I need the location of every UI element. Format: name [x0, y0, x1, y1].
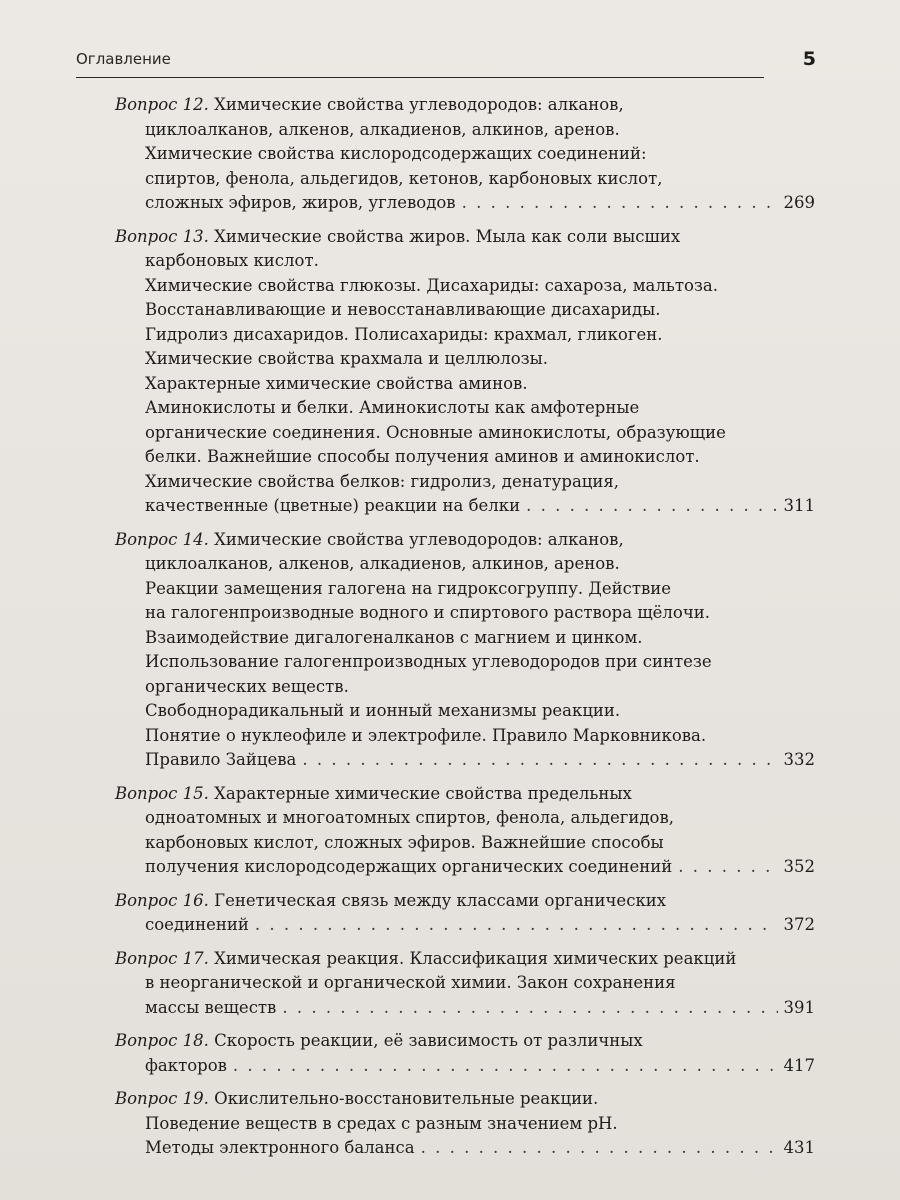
toc-entry-last-line: [115, 855, 815, 880]
toc-line-text: массы веществ: [145, 997, 277, 1017]
toc-line-text: на галогенпроизводные водного и спиртового раствора щёлочи.: [145, 603, 710, 622]
toc-entry-last-line: [115, 996, 815, 1021]
toc-line-text: спиртов, фенола, альдегидов, кетонов, карбоновых кислот,: [145, 168, 663, 188]
toc-entry-line: [115, 806, 815, 831]
toc-entry-line: [115, 274, 815, 299]
toc-line-text: Правило Зайцева: [145, 750, 297, 769]
dot-leader: [421, 1136, 778, 1161]
toc-entry-last-line: [115, 1136, 815, 1161]
question-label: Вопрос 14.: [115, 529, 209, 549]
toc-line-text: циклоалканов, алкенов, алкадиенов, алкинов, аренов.: [145, 119, 620, 139]
toc-line-text: Понятие о нуклеофиле и электрофиле. Правило Марковникова.: [145, 725, 707, 745]
toc-line-text: сложных эфиров, жиров, углеводов: [145, 193, 456, 212]
toc-entry: [115, 528, 815, 782]
toc-entry-line: [115, 298, 815, 323]
toc-line-text: Реакции замещения галогена на гидроксогруппу. Действие: [145, 578, 672, 598]
dot-leader: [233, 1054, 778, 1079]
toc-entry-line: [115, 552, 815, 577]
question-label: Вопрос 19.: [115, 1089, 209, 1108]
toc-entry-last-line: [115, 494, 815, 519]
toc-line-text: Химические свойства углеводородов: алканов,: [214, 95, 624, 114]
toc-entry-line: [115, 699, 815, 724]
toc-entry-line: [115, 947, 815, 972]
toc-line-text: качественные (цветные) реакции на белки: [145, 496, 521, 515]
toc-line-text: Восстанавливающие и невосстанавливающие дисахариды.: [145, 300, 661, 319]
toc-page-number[interactable]: 372: [783, 915, 815, 934]
header-rule: [76, 77, 764, 78]
toc-entry-line: [115, 372, 815, 397]
toc-line-text: Характерные химические свойства предельных: [214, 783, 632, 803]
toc-line-text: Химические свойства крахмала и целлюлозы.: [145, 349, 549, 368]
toc-entry: [115, 93, 815, 225]
toc-entry: [115, 225, 815, 528]
page-header: [76, 50, 818, 78]
toc-line-text: Скорость реакции, её зависимость от различных: [214, 1031, 643, 1050]
toc-line-text: Свободнорадикальный и ионный механизмы реакции.: [145, 701, 621, 720]
toc-entry-line: [115, 396, 815, 421]
question-label: Вопрос 15.: [115, 783, 209, 803]
toc-line-text: Химические свойства кислородсодержащих соединений:: [145, 144, 647, 163]
toc-line-text: в неорганической и органической химии. Закон сохранения: [145, 973, 676, 992]
toc-entry-line: [115, 347, 815, 372]
toc-line-text: одноатомных и многоатомных спиртов, фенола, альдегидов,: [145, 808, 674, 827]
toc-entry-line: [115, 626, 815, 651]
question-label: Вопрос 17.: [115, 948, 209, 968]
question-label: Вопрос 16.: [115, 890, 209, 910]
toc-entry-line: [115, 1029, 815, 1054]
toc-line-text: Химические свойства жиров. Мыла как соли высших: [214, 226, 681, 246]
toc-page-number[interactable]: 332: [783, 750, 815, 769]
toc-entry-line: [115, 167, 815, 192]
toc-entry: [115, 782, 815, 889]
toc-entry-line: [115, 1087, 815, 1112]
section-title: Оглавление: [76, 50, 171, 68]
toc-entry-line: [115, 889, 815, 914]
toc-line-text: Химические свойства глюкозы. Дисахариды: сахароза, мальтоза.: [145, 275, 718, 295]
toc-page-number[interactable]: 431: [783, 1138, 815, 1157]
toc-page-number[interactable]: 311: [783, 496, 815, 515]
toc-line-text: циклоалканов, алкенов, алкадиенов, алкинов, аренов.: [145, 554, 620, 573]
toc-line-text: белки. Важнейшие способы получения аминов и аминокислот.: [145, 447, 700, 466]
toc-page-number[interactable]: 352: [783, 857, 815, 876]
toc-entry-last-line: [115, 1054, 815, 1079]
toc-entry-line: [115, 142, 815, 167]
toc-entry-line: [115, 577, 815, 602]
toc-entry: [115, 1087, 815, 1170]
toc-entry-line: [115, 1112, 815, 1137]
toc-line-text: Химические свойства белков: гидролиз, денатурация,: [145, 471, 620, 491]
toc-entry-line: [115, 675, 815, 700]
toc-entry-last-line: [115, 748, 815, 773]
toc-page-number[interactable]: 417: [783, 1055, 815, 1075]
question-label: Вопрос 12.: [115, 95, 209, 114]
toc-entry-line: [115, 528, 815, 553]
toc-entry-line: [115, 831, 815, 856]
toc-page-number[interactable]: 391: [783, 997, 815, 1017]
question-label: Вопрос 13.: [115, 226, 209, 246]
toc-page-number[interactable]: 269: [783, 193, 815, 212]
toc-line-text: Химические свойства углеводородов: алканов,: [214, 529, 624, 549]
dot-leader: [526, 494, 777, 519]
toc-line-text: факторов: [145, 1055, 227, 1075]
toc-entry-line: [115, 249, 815, 274]
toc-line-text: Характерные химические свойства аминов.: [145, 373, 528, 393]
dot-leader: [678, 855, 777, 880]
toc-line-text: карбоновых кислот, сложных эфиров. Важнейшие способы: [145, 832, 664, 852]
dot-leader: [462, 191, 778, 216]
toc-entry-last-line: [115, 913, 815, 938]
toc-line-text: органические соединения. Основные аминокислоты, образующие: [145, 422, 726, 442]
toc-entry: [115, 1029, 815, 1087]
toc-entry-line: [115, 93, 815, 118]
dot-leader: [255, 913, 778, 938]
page-number: 5: [802, 48, 816, 70]
toc-line-text: органических веществ.: [145, 676, 349, 696]
toc-line-text: Поведение веществ в средах с разным значением pH.: [145, 1113, 618, 1133]
toc-line-text: получения кислородсодержащих органических соединений: [145, 857, 673, 876]
toc-entry-line: [115, 601, 815, 626]
toc-entry-last-line: [115, 191, 815, 216]
toc-line-text: Использование галогенпроизводных углеводородов при синтезе: [145, 652, 712, 671]
toc-entry-line: [115, 421, 815, 446]
toc-line-text: соединений: [145, 915, 249, 934]
toc-line-text: Аминокислоты и белки. Аминокислоты как амфотерные: [145, 398, 640, 417]
toc-line-text: Методы электронного баланса: [145, 1138, 415, 1157]
toc-entry-line: [115, 724, 815, 749]
question-label: Вопрос 18.: [115, 1031, 209, 1050]
dot-leader: [282, 996, 777, 1021]
toc-line-text: Химическая реакция. Классификация химических реакций: [214, 948, 737, 968]
toc-entry-line: [115, 445, 815, 470]
table-of-contents: [115, 93, 815, 1170]
toc-entry-line: [115, 782, 815, 807]
toc-line-text: карбоновых кислот.: [145, 251, 319, 270]
toc-entry: [115, 947, 815, 1030]
toc-line-text: Взаимодействие дигалогеналканов с магнием и цинком.: [145, 627, 643, 647]
toc-line-text: Окислительно-восстановительные реакции.: [214, 1089, 599, 1108]
toc-entry-line: [115, 971, 815, 996]
dot-leader: [302, 748, 777, 773]
toc-line-text: Генетическая связь между классами органических: [214, 890, 667, 910]
toc-entry: [115, 889, 815, 947]
toc-entry-line: [115, 118, 815, 143]
toc-entry-line: [115, 225, 815, 250]
toc-entry-line: [115, 650, 815, 675]
toc-entry-line: [115, 323, 815, 348]
toc-entry-line: [115, 470, 815, 495]
toc-line-text: Гидролиз дисахаридов. Полисахариды: крахмал, гликоген.: [145, 324, 663, 344]
